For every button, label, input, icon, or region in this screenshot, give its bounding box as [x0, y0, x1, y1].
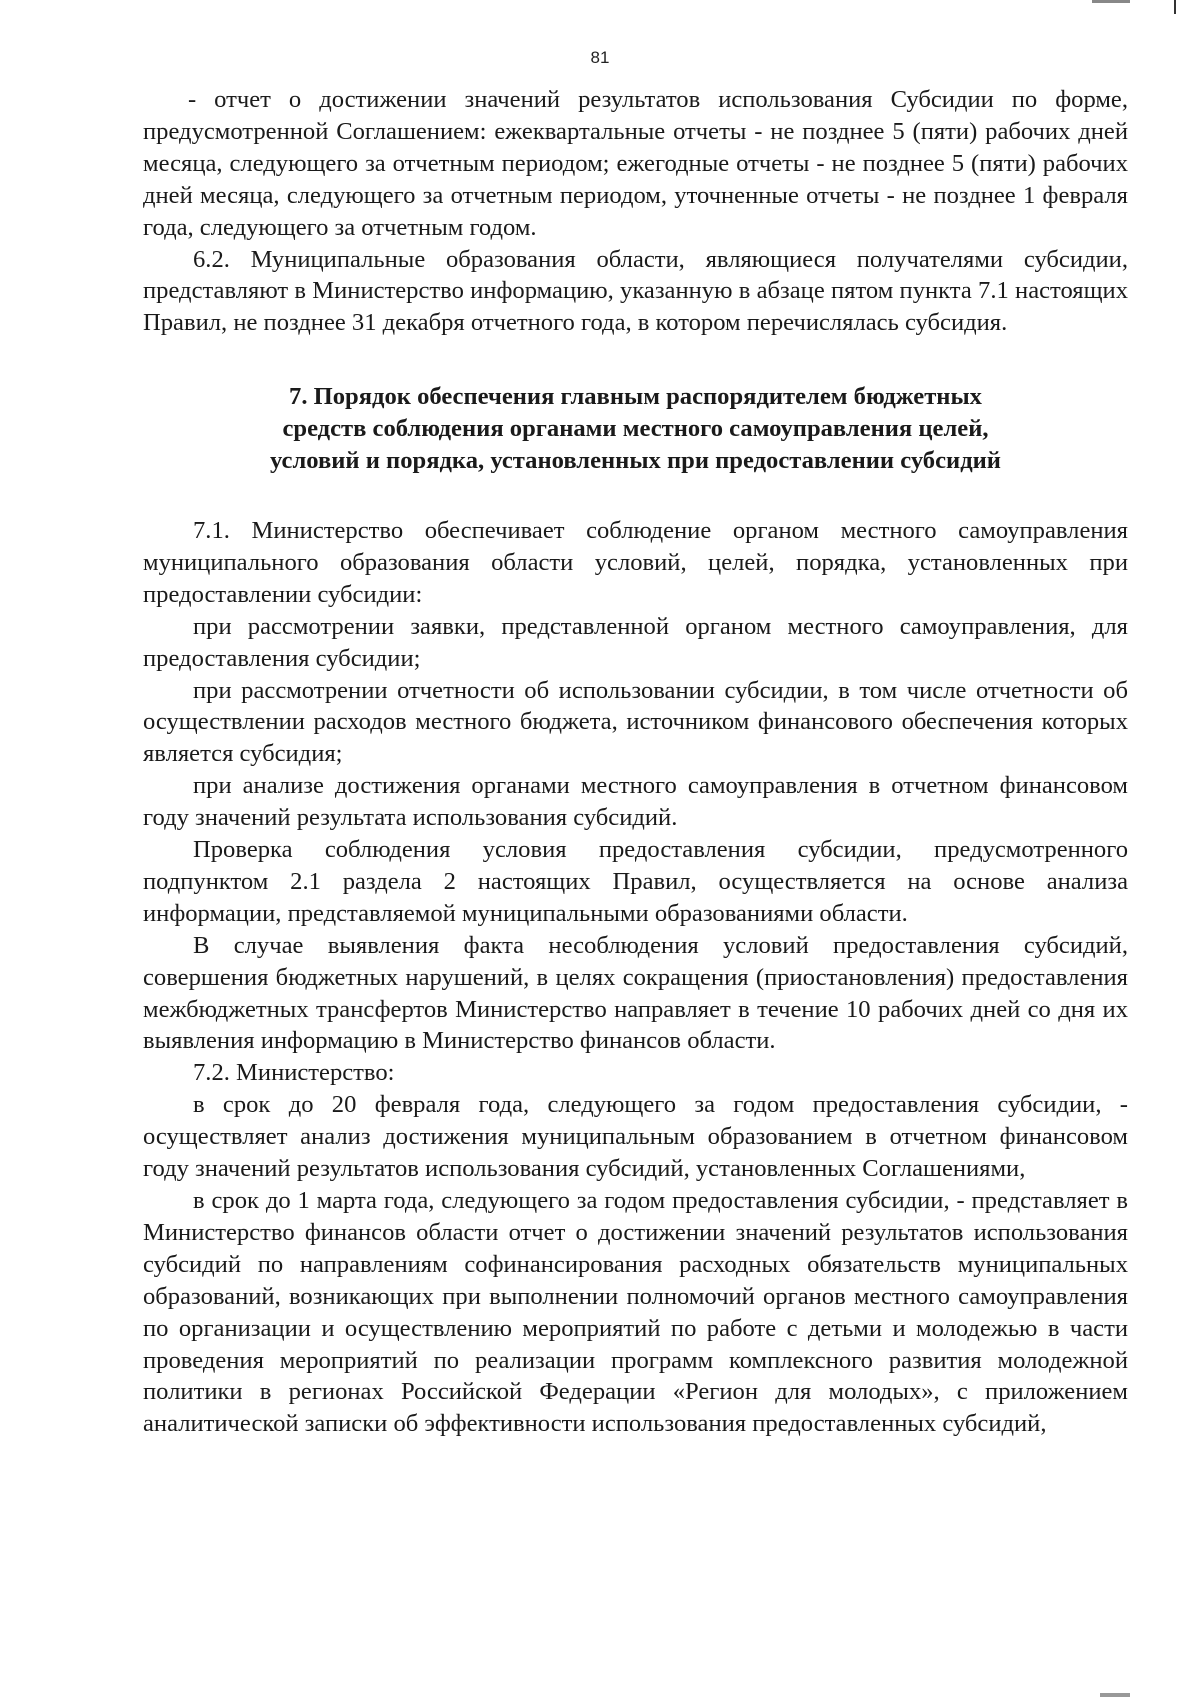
- paragraph-list-item: при рассмотрении заявки, представленной органом местного самоуправления, для предоставления субсидии;: [143, 612, 1128, 672]
- heading-line: 7. Порядок обеспечения главным распорядителем бюджетных: [289, 383, 982, 411]
- heading-line: средств соблюдения органами местного самоуправления целей,: [282, 415, 989, 443]
- paragraph-report-continuation: - отчет о достижении значений результатов использования Субсидии по форме, предусмотренной Соглашением: ежеквартальные отчеты - не позднее 5 (пяти) рабочих дней месяца, следующего за отчетным периодом; ежегодные отчеты - не позднее 5 (пяти) рабочих дней месяца, следующего за отчетным периодом, уточненные отчеты - не позднее 1 февраля года, следующего за отчетным годом.: [143, 86, 1128, 241]
- paragraph-violation: В случае выявления факта несоблюдения условий предоставления субсидий, совершения бюджетных нарушений, в целях сокращения (приостановления) предоставления межбюджетных трансфертов Министерство направляет в течение 10 рабочих дней со дня их выявления информацию в Министерство финансов области.: [143, 931, 1128, 1055]
- paragraph-deadline-feb: в срок до 20 февраля года, следующего за годом предоставления субсидии, - осуществляет анализ достижения муниципальным образованием в отчетном финансовом году значений результатов использования субсидий, установленных Соглашениями,: [143, 1091, 1128, 1183]
- paragraph-verification: Проверка соблюдения условия предоставления субсидии, предусмотренного подпунктом 2.1 раздела 2 настоящих Правил, осуществляется на основе анализа информации, представляемой муниципальными образованиями области.: [143, 836, 1128, 927]
- paragraph-7-2: 7.2. Министерство:: [193, 1059, 395, 1087]
- scan-artifact: [1174, 0, 1176, 14]
- paragraph-6-2: 6.2. Муниципальные образования области, являющиеся получателями субсидии, представляют в Министерство информацию, указанную в абзаце пятом пункта 7.1 настоящих Правил, не позднее 31 декабря отчетного года, в котором перечислялась субсидия.: [143, 245, 1128, 337]
- paragraph-list-item: при рассмотрении отчетности об использовании субсидии, в том числе отчетности об осуществлении расходов местного бюджета, источником финансового обеспечения которых является субсидия;: [143, 676, 1128, 768]
- paragraph-7-1: 7.1. Министерство обеспечивает соблюдение органом местного самоуправления муниципального образования области условий, целей, порядка, установленных при предоставлении субсидии:: [143, 516, 1128, 608]
- section-7-heading: [143, 381, 1128, 477]
- paragraph-list-item: при анализе достижения органами местного самоуправления в отчетном финансовом году значений результата использования субсидий.: [143, 772, 1128, 832]
- document-body: [143, 84, 1128, 1440]
- heading-line: условий и порядка, установленных при предоставлении субсидий: [270, 447, 1001, 475]
- scan-artifact: [1100, 1693, 1130, 1697]
- page-number: 81: [590, 48, 610, 67]
- scan-artifact: [1092, 0, 1130, 3]
- paragraph-deadline-mar: в срок до 1 марта года, следующего за годом предоставления субсидии, - представляет в Министерство финансов области отчет о достижении значений результатов использования субсидий по направлениям софинансирования расходных обязательств муниципальных образований, возникающих при выполнении полномочий органов местного самоуправления по организации и осуществлению мероприятий по работе с детьми и молодежью в части проведения мероприятий по реализации программ комплексного развития молодежной политики в регионах Российской Федерации «Регион для молодых», с приложением аналитической записки об эффективности использования предоставленных субсидий,: [143, 1187, 1128, 1438]
